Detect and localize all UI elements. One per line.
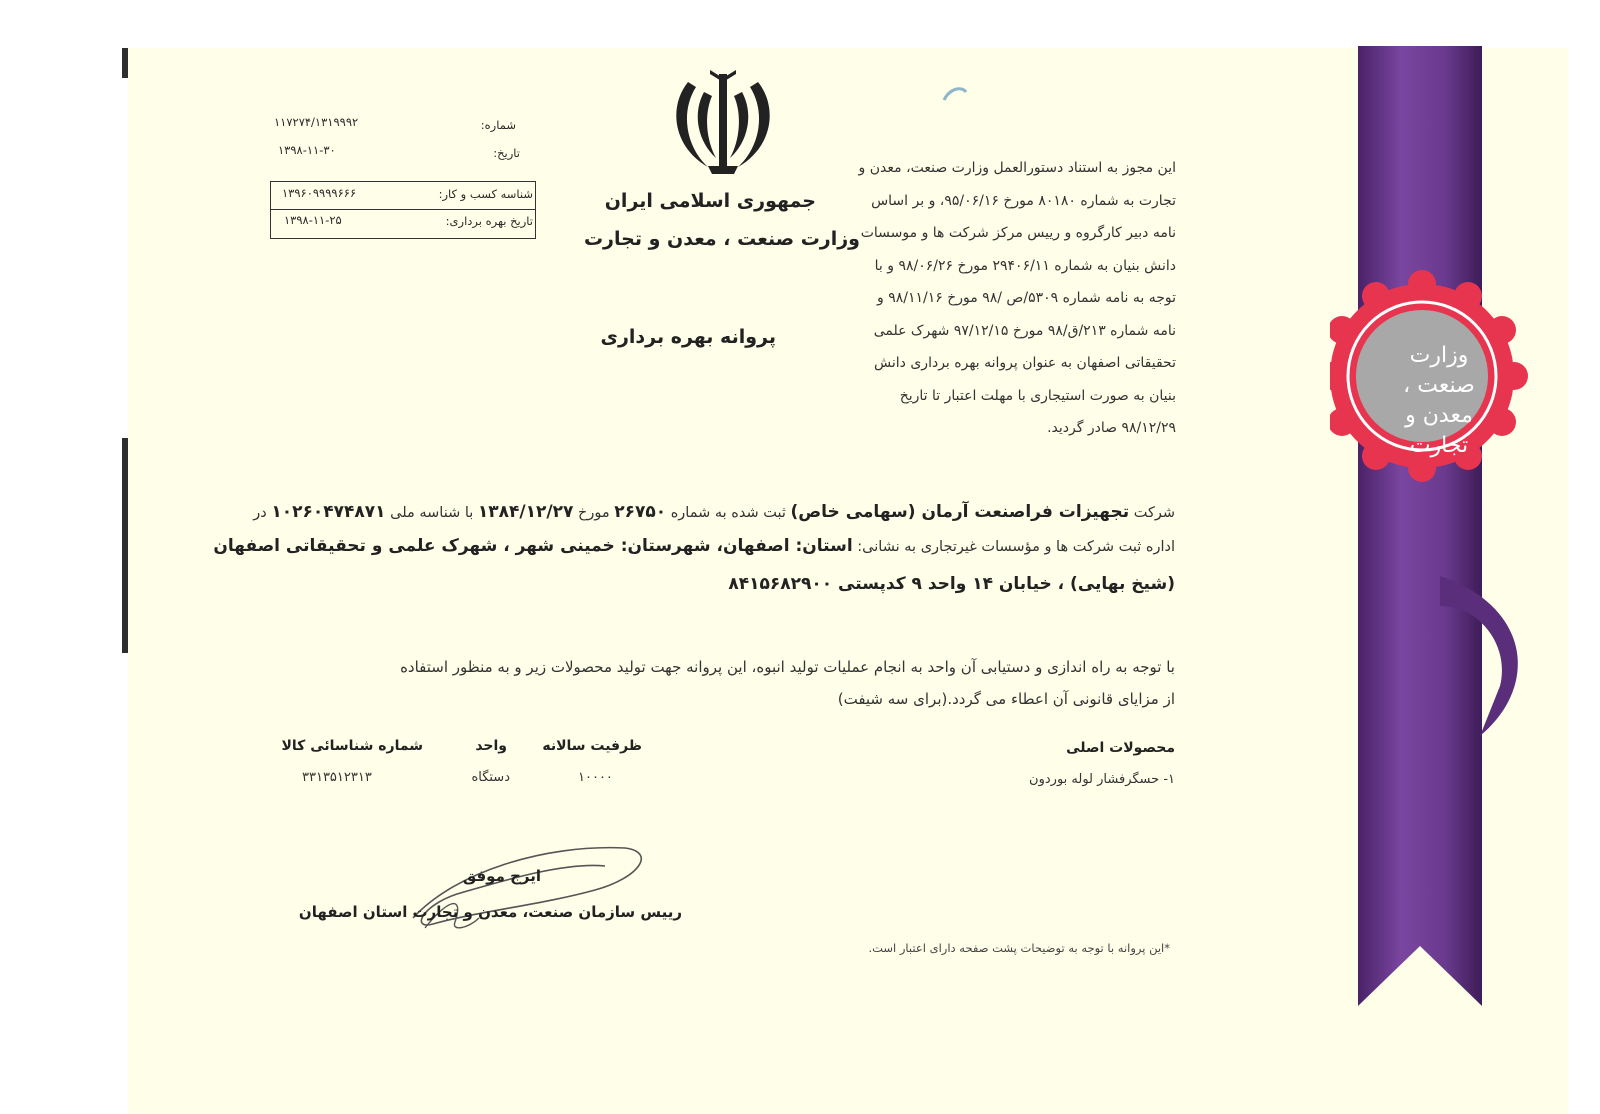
- national-id: ۱۰۲۶۰۴۷۴۸۷۱: [271, 502, 386, 522]
- unit-cell: دستگاه: [471, 770, 510, 785]
- company-prefix: شرکت: [1133, 505, 1175, 521]
- registration-office: اداره ثبت شرکت ها و مؤسسات غیرتجاری به نشانی:: [857, 539, 1175, 555]
- registration-date: ۱۳۸۴/۱۲/۲۷: [477, 502, 574, 522]
- header-unit: واحد: [475, 738, 507, 754]
- footnote: *این پروانه با توجه به توضیحات پشت صفحه دارای اعتبار است.: [868, 941, 1170, 955]
- seal-line: وزارت: [1409, 343, 1469, 368]
- ribbon-decoration: [1330, 46, 1580, 1016]
- registered-text: ثبت شده به شماره: [670, 505, 786, 521]
- code-cell: ۳۳۱۳۵۱۲۳۱۳: [302, 770, 372, 785]
- header-product: محصولات اصلی: [1066, 740, 1175, 756]
- company-name: تجهیزات فراصنعت آرمان (سهامی خاص): [790, 502, 1130, 522]
- number-label: شماره:: [480, 118, 516, 132]
- document-title: پروانه بهره برداری: [600, 326, 776, 348]
- republic-title: جمهوری اسلامی ایران: [604, 190, 816, 212]
- intro-line: نامه دبیر کارگروه و رییس مرکز شرکت ها و موسسات: [860, 225, 1176, 241]
- capacity-cell: ۱۰۰۰۰: [578, 770, 613, 785]
- purpose-line-1: با توجه به راه اندازی و دستیابی آن واحد به انجام عملیات تولید انبوه، این پروانه جهت تولید محصولات زیر و به منظور استفاده: [400, 658, 1175, 676]
- intro-line: تجارت به شماره ۸۰۱۸۰ مورخ ۹۵/۰۶/۱۶، و بر اساس: [871, 192, 1176, 209]
- seal-line: صنعت ،: [1403, 373, 1475, 398]
- header-capacity: ظرفیت سالانه: [542, 738, 642, 754]
- operation-date-label: تاریخ بهره برداری:: [445, 214, 533, 228]
- company-line: [253, 502, 1175, 522]
- national-id-text: با شناسه ملی: [390, 505, 474, 521]
- signatory-name: ایرج موفق: [462, 867, 541, 885]
- pen-mark-icon: [940, 84, 970, 104]
- header-code: شماره شناسائی کالا: [281, 738, 423, 754]
- business-id-label: شناسه کسب و کار:: [438, 187, 533, 201]
- intro-paragraph: [826, 152, 1176, 445]
- intro-line: توجه به نامه شماره ۵۳۰۹/ص /۹۸ مورخ ۹۸/۱۱/۱۶ و: [876, 290, 1176, 306]
- iran-emblem-icon: [668, 62, 778, 180]
- intro-line: بنیان به صورت استیجاری با مهلت اعتبار تا تاریخ: [899, 387, 1176, 404]
- seal-line: معدن و: [1405, 403, 1473, 428]
- seal-line: تجارت: [1409, 433, 1469, 458]
- date-value: ۱۳۹۸-۱۱-۳۰: [278, 143, 336, 157]
- in-word: در: [253, 505, 267, 521]
- intro-line: ۹۸/۱۲/۲۹ صادر گردید.: [1047, 420, 1176, 436]
- intro-line: نامه شماره ۲۱۳/ق/۹۸ مورخ ۹۷/۱۲/۱۵ شهرک علمی: [873, 322, 1176, 339]
- business-id-value: ۱۳۹۶۰۹۹۹۹۶۶۶: [282, 186, 357, 200]
- intro-line: تحقیقاتی اصفهان به عنوان پروانه بهره برداری دانش: [874, 355, 1176, 371]
- date-word: مورخ: [577, 505, 610, 521]
- number-value: ۱۱۷۲۷۴/۱۳۱۹۹۹۲: [274, 115, 359, 129]
- address-line-1: استان: اصفهان، شهرستان: خمینی شهر ، شهرک علمی و تحقیقاتی اصفهان: [213, 536, 853, 556]
- ministry-title: وزارت صنعت ، معدن و تجارت: [583, 228, 860, 250]
- address-line-2: (شیخ بهایی) ، خیابان ۱۴ واحد ۹ کدپستی ۸۴۱۵۶۸۲۹۰۰: [728, 574, 1175, 594]
- date-label: تاریخ:: [493, 146, 520, 160]
- operation-date-value: ۱۳۹۸-۱۱-۲۵: [284, 213, 342, 227]
- intro-line: دانش بنیان به شماره ۲۹۴۰۶/۱۱ مورخ ۹۸/۰۶/۲۶ و با: [874, 257, 1176, 274]
- intro-line: این مجوز به استناد دستورالعمل وزارت صنعت، معدن و: [858, 160, 1176, 176]
- purpose-line-2: از مزایای قانونی آن اعطاء می گردد.(برای سه شیفت): [837, 690, 1175, 708]
- seal-text: [1384, 341, 1494, 461]
- product-cell: ۱- حسگرفشار لوله بوردون: [1029, 772, 1175, 787]
- address-first-line: [213, 536, 1175, 556]
- signatory-title: رییس سازمان صنعت، معدن و تجارت استان اصفهان: [298, 903, 682, 921]
- registration-number: ۲۶۷۵۰: [614, 502, 667, 522]
- signature-scribble: [395, 832, 660, 942]
